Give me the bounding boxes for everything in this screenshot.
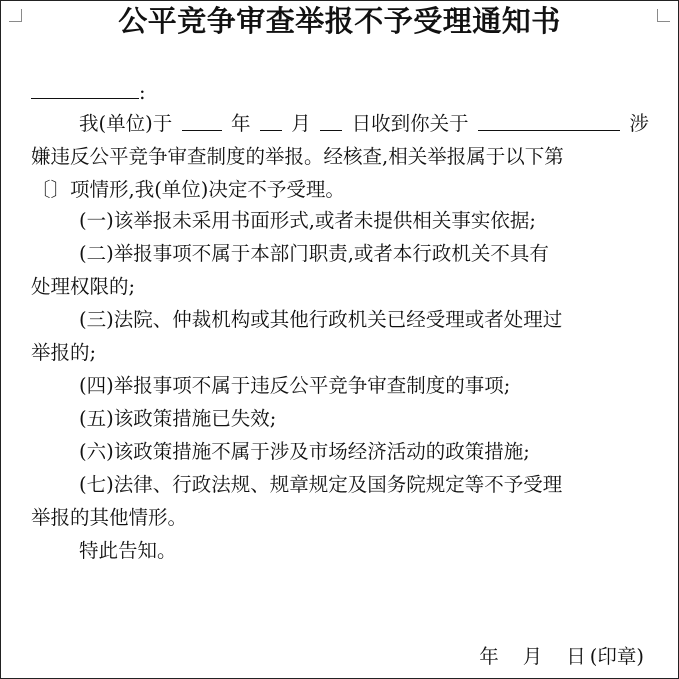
intro-text-received-by: 我(单位)于	[79, 112, 173, 135]
intro-line-3: 〔〕项情形,我(单位)决定不予受理。	[31, 178, 345, 201]
salutation-line	[31, 79, 146, 106]
intro-line-1	[31, 111, 649, 137]
signature-date-line	[479, 644, 644, 670]
intro-text-she: 涉	[629, 112, 649, 135]
item-3-line-2: 举报的;	[31, 341, 97, 364]
signature-day: 日	[566, 645, 586, 668]
item-4: (四)举报事项不属于违反公平竞争审查制度的事项;	[79, 374, 511, 397]
day-blank	[320, 111, 342, 131]
item-5: (五)该政策措施已失效;	[79, 407, 277, 430]
item-3-line-1: (三)法院、仲裁机构或其他行政机关已经受理或者处理过	[79, 308, 563, 331]
item-7-line-2: 举报的其他情形。	[31, 506, 188, 529]
signature-year: 年	[479, 645, 499, 668]
signature-seal: (印章)	[589, 645, 644, 668]
item-2-line-2: 处理权限的;	[31, 275, 136, 298]
intro-text-year: 年	[231, 112, 251, 135]
intro-line-2: 嫌违反公平竞争审查制度的举报。经核查,相关举报属于以下第	[31, 145, 564, 168]
month-blank	[260, 111, 282, 131]
recipient-blank	[31, 79, 139, 99]
item-6: (六)该政策措施不属于涉及市场经济活动的政策措施;	[79, 440, 530, 463]
signature-month: 月	[522, 645, 543, 668]
salutation-colon: :	[139, 81, 146, 104]
item-1: (一)该举报未采用书面形式,或者未提供相关事实依据;	[79, 209, 536, 232]
subject-blank	[478, 111, 620, 131]
item-2-line-1: (二)举报事项不属于本部门职责,或者本行政机关不具有	[79, 242, 549, 265]
document-title: 公平竞争审查举报不予受理通知书	[118, 4, 561, 38]
intro-text-month: 月	[291, 112, 311, 135]
intro-text-regarding: 日收到你关于	[351, 112, 469, 135]
year-blank	[182, 111, 222, 131]
item-7-line-1: (七)法律、行政法规、规章规定及国务院规定等不予受理	[79, 473, 563, 496]
closing-text: 特此告知。	[79, 539, 177, 562]
